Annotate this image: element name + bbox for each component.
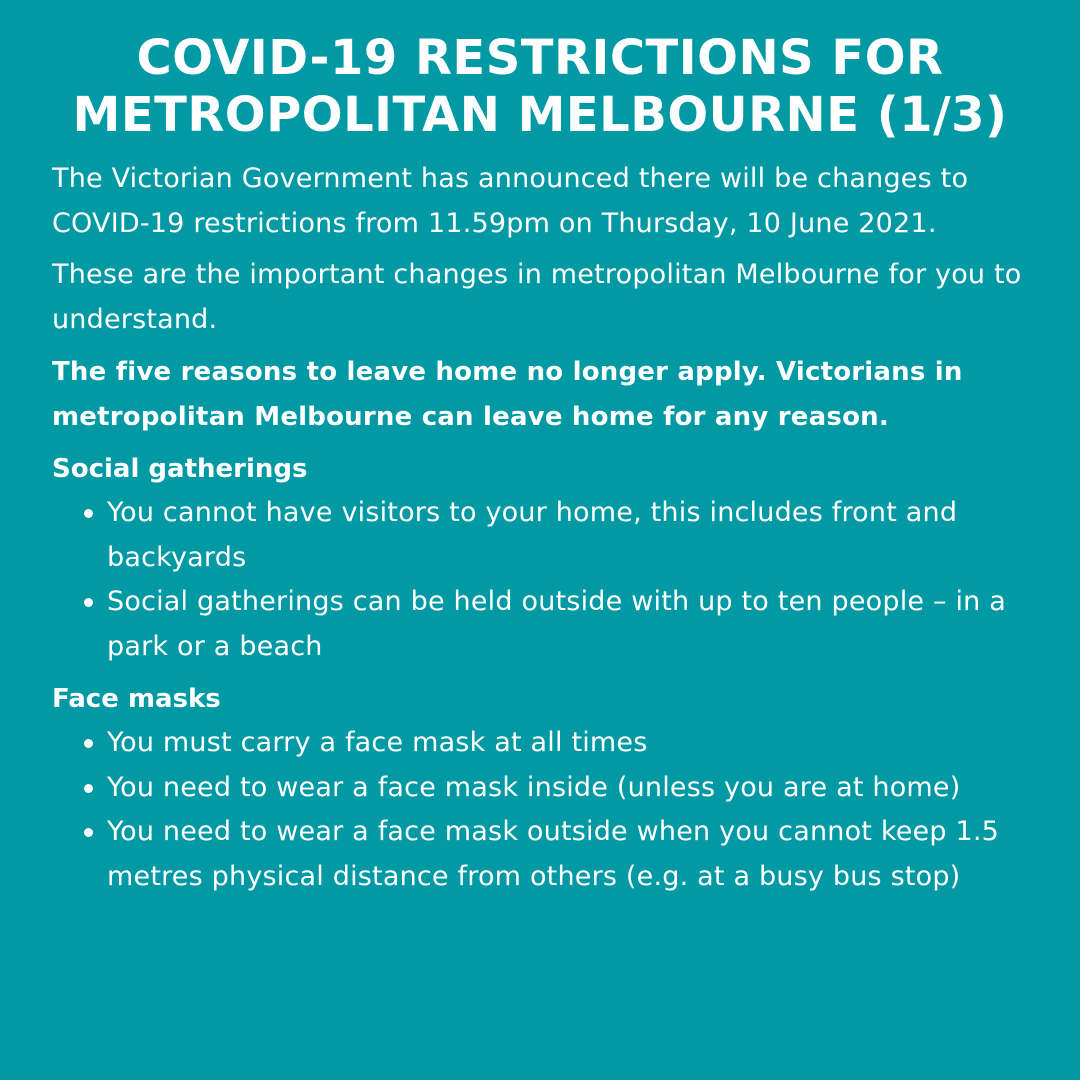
page-title bbox=[52, 30, 1028, 144]
list-item bbox=[79, 580, 1028, 669]
list-item bbox=[79, 810, 1028, 899]
announcement-paragraph: The Victorian Government has announced there will be changes to COVID-19 restrictions from 11.59pm on Thursday, 10 June 2021. bbox=[52, 163, 969, 239]
section-heading-social-gatherings: Social gatherings bbox=[52, 454, 308, 484]
title-line-2: METROPOLITAN MELBOURNE (1/3) bbox=[72, 87, 1008, 143]
list-item-text: You need to wear a face mask outside when you cannot keep 1.5 metres physical distance from others (e.g. at a busy bus stop) bbox=[107, 816, 1000, 892]
list-item bbox=[79, 766, 1028, 811]
section-heading-face-masks: Face masks bbox=[52, 684, 221, 714]
changes-paragraph: These are the important changes in metropolitan Melbourne for you to understand. bbox=[52, 259, 1022, 335]
list-item bbox=[79, 721, 1028, 766]
list-item-text: You must carry a face mask at all times bbox=[107, 727, 648, 758]
list-item-text: You need to wear a face mask inside (unless you are at home) bbox=[107, 771, 961, 803]
face-masks-list bbox=[52, 721, 1028, 899]
bullet-icon bbox=[84, 784, 93, 793]
bullet-icon bbox=[84, 598, 93, 607]
bullet-icon bbox=[84, 509, 93, 518]
list-item bbox=[79, 491, 1028, 580]
list-item-text: You cannot have visitors to your home, this includes front and backyards bbox=[107, 497, 958, 573]
highlight-paragraph: The five reasons to leave home no longer apply. Victorians in metropolitan Melbourne can leave home for any reason. bbox=[52, 357, 963, 432]
bullet-icon bbox=[84, 739, 93, 748]
title-line-1: COVID-19 RESTRICTIONS FOR bbox=[136, 30, 944, 86]
list-item-text: Social gatherings can be held outside with up to ten people – in a park or a beach bbox=[107, 586, 1007, 662]
bullet-icon bbox=[84, 828, 93, 837]
social-gatherings-list bbox=[52, 491, 1028, 669]
